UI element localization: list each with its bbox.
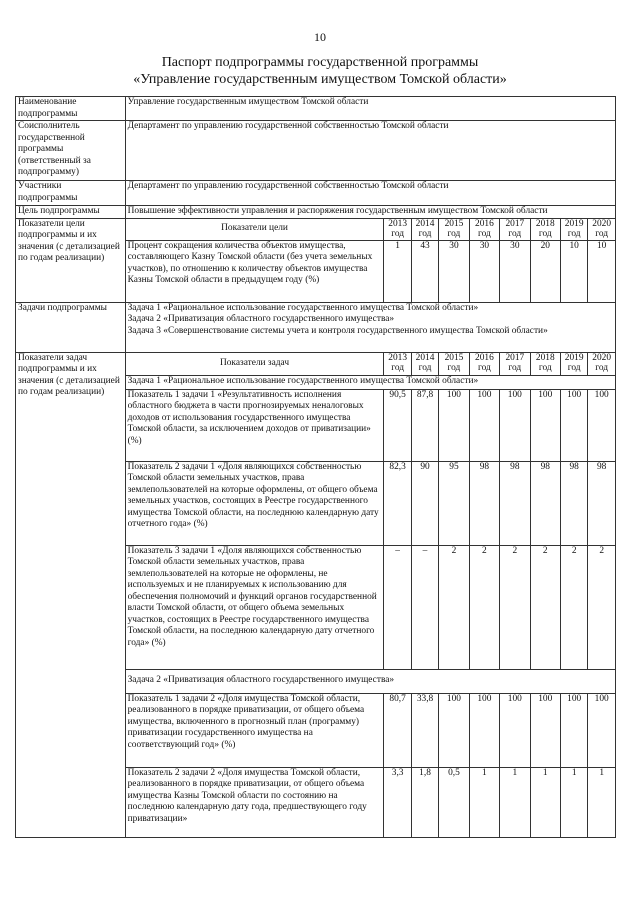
year-cell: 2016 год [469,218,499,240]
row-label: Показатели цели подпрограммы и их значения (с детализацией по годам реализации) [16,218,126,302]
value-cell: 100 [560,389,587,461]
value-cell: 100 [439,389,469,461]
year-cell: 2019 год [560,352,587,375]
value-cell: 90 [411,461,438,545]
year-cell: 2018 год [530,218,560,240]
year-cell: 2017 год [500,352,530,375]
indicator-name: Показатель 1 задачи 1 «Результативность исполнения областного бюджета в части прогнозируемых неналоговых доходов от использования государственного имущества Томской области, за исключением доходов от приватизации» (%) [125,389,384,461]
task1-title: Задача 1 «Рациональное использование государственного имущества Томской области» [125,375,615,389]
value-cell: 2 [588,545,616,669]
task-item: Задача 3 «Совершенствование системы учета и контроля государственного имущества Томской области» [127,325,548,336]
indicator-name: Показатель 1 задачи 2 «Доля имущества Томской области, реализованного в порядке приватизации, от общего объема имущества, включенного в прогнозный план (программу) приватизации государственного имущества на соответствующий год» (%) [125,693,384,767]
year-cell: 2019 год [560,218,587,240]
year-cell: 2016 год [469,352,499,375]
value-cell: 100 [439,693,469,767]
year-cell: 2013 год [384,352,411,375]
value-cell: 98 [469,461,499,545]
title-line-1: Паспорт подпрограммы государственной программы [161,55,479,70]
value-cell: 82,3 [384,461,411,545]
value-cell: 2 [530,545,560,669]
value-cell: 30 [439,240,469,302]
value-cell: – [384,545,411,669]
page-number: 10 [314,30,326,44]
year-cell: 2015 год [439,352,469,375]
value-cell: 30 [469,240,499,302]
row-label: Наименование подпрограммы [16,97,126,121]
row-label: Цель подпрограммы [16,206,126,219]
row-goal [16,206,616,219]
value-cell: 100 [530,693,560,767]
indicator-name: Показатель 2 задачи 1 «Доля являющихся собственностью Томской области земельных участков, права землепользователей на которые оформлены, от общего объема земельных участков, состоящих в Реестре государственного имущества Томской области, на последнюю календарную дату отчетного года» (%) [125,461,384,545]
value-cell: 1 [500,767,530,837]
row-tasks [16,302,616,352]
value-cell: 98 [500,461,530,545]
value-cell: 0,5 [439,767,469,837]
value-cell: 1,8 [411,767,438,837]
row-value: Управление государственным имуществом Томской области [125,97,615,121]
title-line-2: «Управление государственным имуществом Томской области» [133,72,507,87]
value-cell: 100 [469,389,499,461]
row-value: Департамент по управлению государственной собственностью Томской области [125,121,615,181]
value-cell: – [411,545,438,669]
row-coexecutor [16,121,616,181]
passport-table [15,96,616,838]
row-value: Повышение эффективности управления и распоряжения государственным имуществом Томской области [125,206,615,219]
value-cell: 2 [469,545,499,669]
value-cell: 100 [588,389,616,461]
indicator-name: Показатель 2 задачи 2 «Доля имущества Томской области, реализованного в порядке приватизации, от общего объема имущества Казны Томской области по состоянию на последнюю календарную дату года, предшествующего году приватизации» [125,767,384,837]
value-cell: 100 [469,693,499,767]
value-cell: 43 [411,240,438,302]
value-cell: 90,5 [384,389,411,461]
value-cell: 2 [439,545,469,669]
value-cell: 100 [560,693,587,767]
value-cell: 80,7 [384,693,411,767]
row-participants [16,181,616,206]
value-cell: 10 [560,240,587,302]
tasks-list [125,302,615,352]
task-indicators-header-row [16,352,616,375]
indicator-name: Процент сокращения количества объектов имущества, составляющего Казну Томской области (без учета земельных участков), по отношению к количеству объектов имущества Казны Томской области в предыдущем году (%) [125,240,384,302]
value-cell: 100 [588,693,616,767]
year-cell: 2017 год [500,218,530,240]
value-cell: 98 [588,461,616,545]
value-cell: 95 [439,461,469,545]
year-cell: 2015 год [439,218,469,240]
value-cell: 98 [530,461,560,545]
row-label: Показатели задач подпрограммы и их значения (с детализацией по годам реализации) [16,352,126,837]
value-cell: 3,3 [384,767,411,837]
year-cell: 2014 год [411,218,438,240]
value-cell: 100 [530,389,560,461]
value-cell: 1 [469,767,499,837]
year-cell: 2014 год [411,352,438,375]
value-cell: 1 [560,767,587,837]
value-cell: 20 [530,240,560,302]
value-cell: 1 [384,240,411,302]
goal-indicators-header-row [16,218,616,240]
row-label: Участники подпрограммы [16,181,126,206]
row-name [16,97,616,121]
indicator-name: Показатель 3 задачи 1 «Доля являющихся собственностью Томской области земельных участков, права землепользователей на которые не оформлены, не используемых и не планируемых к использованию для обеспечения полномочий и функций органов государственной власти Томской области, от общего объема земельных участков, состоящих в Реестре государственного имущества Томской области, на последнюю календарную дату отчетного года» (%) [125,545,384,669]
document-title [0,54,640,88]
value-cell: 2 [500,545,530,669]
value-cell: 100 [500,389,530,461]
year-cell: 2020 год [588,352,616,375]
row-label: Соисполнитель государственной программы (ответственный за подпрограмму) [16,121,126,181]
value-cell: 98 [560,461,587,545]
value-cell: 100 [500,693,530,767]
task2-title: Задача 2 «Приватизация областного государственного имущества» [125,669,615,693]
value-cell: 87,8 [411,389,438,461]
year-cell: 2020 год [588,218,616,240]
year-cell: 2018 год [530,352,560,375]
value-cell: 1 [530,767,560,837]
year-cell: 2013 год [384,218,411,240]
row-value: Департамент по управлению государственной собственностью Томской области [125,181,615,206]
task-item: Задача 1 «Рациональное использование государственного имущества Томской области» [127,302,479,313]
value-cell: 30 [500,240,530,302]
value-cell: 1 [588,767,616,837]
value-cell: 33,8 [411,693,438,767]
value-cell: 10 [588,240,616,302]
task-item: Задача 2 «Приватизация областного государственного имущества» [127,314,395,324]
value-cell: 2 [560,545,587,669]
goal-indicators-header: Показатели цели [125,218,384,240]
task-indicators-header: Показатели задач [125,352,384,375]
row-label: Задачи подпрограммы [16,302,126,352]
